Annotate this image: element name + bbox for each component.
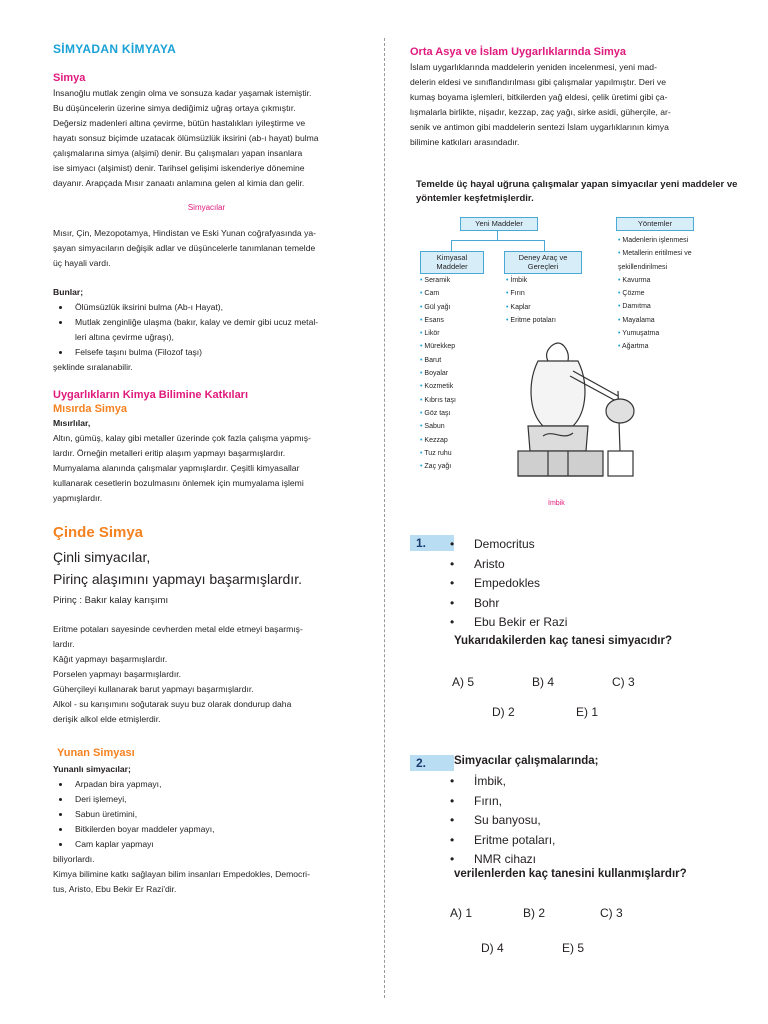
answer-c[interactable]: C) 3 <box>600 906 623 920</box>
list-item: • Mutlak zenginliğe ulaşma (bakır, kalay ve demir gibi ucuz metal- leri altına çevirme uğraşı), <box>71 315 360 345</box>
list-item: • Bohr <box>450 594 567 614</box>
imbik-illustration <box>508 341 648 491</box>
question-1 <box>410 535 740 725</box>
cin-paragraph: Eritme potaları sayesinde cevherden metal elde etmeyi başarmış- lardır. Kâğıt yapmayı başarmışlardır. Porselen yapmayı başarmışlardır. Güherçileyi kullanarak barut yapmayı başarmışlardır. Alkol - su karışımını soğutarak suyu buz olarak dondurup daha derişik alkol elde etmişlerdir. <box>53 624 303 724</box>
simya-diagram <box>416 213 746 513</box>
answer-b[interactable]: B) 2 <box>523 906 546 920</box>
right-column <box>410 38 735 150</box>
yunan-last: Kimya bilimine katkı sağlayan bilim insanları Empedokles, Democri- tus, Aristo, Ebu Bekir Er Razi'dir. <box>53 869 310 894</box>
question-1-text: Yukarıdakilerden kaç tanesi simyacıdır? <box>454 635 672 647</box>
question-2-options <box>450 772 555 870</box>
list-item: • Arpadan bira yapmayı, <box>71 777 360 792</box>
connector-line <box>451 240 452 251</box>
cin-subtitle: Çinli simyacılar, <box>53 549 151 565</box>
cin-note: Pirinç : Bakır kalay karışımı <box>53 595 169 606</box>
column-divider <box>384 38 385 998</box>
misir-heading: Mısırda Simya <box>53 403 127 415</box>
cin-subtitle-2: Pirinç alaşımını yapmayı başarmışlardır. <box>53 571 302 587</box>
answer-b[interactable]: B) 4 <box>532 675 555 689</box>
simyacilar-paragraph: Mısır, Çin, Mezopotamya, Hindistan ve Eski Yunan coğrafyasında ya- şayan simyacıların değişik adlar ve düşüncelerle tanımlanan temelde üç hayali vardı. <box>53 228 317 268</box>
left-column <box>53 38 360 897</box>
question-2-text: verilenlerden kaç tanesini kullanmışlardır? <box>454 868 687 880</box>
list-item: • Ebu Bekir er Razi <box>450 613 567 633</box>
cin-title: Çinde Simya <box>53 524 144 541</box>
answer-a[interactable]: A) 5 <box>452 675 475 689</box>
main-title: SİMYADAN KİMYAYA <box>53 42 177 56</box>
misir-paragraph: Altın, gümüş, kalay gibi metaller üzerinde çok fazla çalışma yapmış- lardır. Örneğin metalleri eritip alaşım yapmayı başarmışlardır. Mumyalama alanında çalışmalar yapmışlardır. Çeşitli kimyasallar kullanarak cesetlerin bozulmasını önlemek için mumyalama işlemi yapmışlardır. <box>53 433 311 503</box>
simyacilar-heading: Simyacılar <box>187 203 226 212</box>
question-1-options <box>450 535 567 633</box>
answer-c[interactable]: C) 3 <box>612 675 635 689</box>
list-item: • Ölümsüzlük iksirini bulma (Ab-ı Hayat), <box>71 300 360 315</box>
simya-heading: Simya <box>53 72 86 84</box>
list-item: • Empedokles <box>450 574 567 594</box>
uygarlik-heading: Uygarlıkların Kimya Bilimine Katkıları <box>53 389 249 401</box>
kimyasal-maddeler-box: Kimyasal Maddeler <box>420 251 484 274</box>
list-item: • Aristo <box>450 555 567 575</box>
question-2-stem: Simyacılar çalışmalarında; <box>454 755 599 767</box>
yontemler-box: Yöntemler <box>616 217 694 231</box>
connector-line <box>544 240 545 251</box>
answer-e[interactable]: E) 5 <box>562 941 585 955</box>
list-item: • Bitkilerden boyar maddeler yapmayı, <box>71 822 360 837</box>
list-item: • Democritus <box>450 535 567 555</box>
answer-d[interactable]: D) 2 <box>492 705 515 719</box>
deney-arac-box: Deney Araç ve Gereçleri <box>504 251 582 274</box>
question-number: 1. <box>410 535 454 551</box>
list-item: • Su banyosu, <box>450 811 555 831</box>
orta-paragraph: İslam uygarlıklarında maddelerin yeniden incelenmesi, yeni mad- delerin eldesi ve sınıflandırılması gibi çalışmalar yapılmıştır. Deri ve kumaş boyama işlemleri, bitkilerden yağ eldesi, çelik üretimi gibi ça- lışmalarla birlikte, nişadır, kezzap, zaç yağı, sirke asidi, güherçile, ar- senik ve antimon gibi maddelerin sentezi İslam uygarlıklarının kimya bilimine katkıları arasındadır. <box>410 62 671 147</box>
diagram-title: Temelde üç hayal uğruna çalışmalar yapan simyacılar yeni maddeler ve yöntemler keşfetmişlerdir. <box>416 179 738 204</box>
yontem-list: • Madenlerin işlenmesi • Metallerin eritilmesi ve şekillendirilmesi • Kavurma • Çözme • Damıtma • Mayalama • Yumuşatma • Ağartma <box>618 234 718 354</box>
misirlilar-label: Mısırlılar, <box>53 418 91 428</box>
yeni-maddeler-box: Yeni Maddeler <box>460 217 538 231</box>
list-item: • Deri işlemeyi, <box>71 792 360 807</box>
orta-heading: Orta Asya ve İslam Uygarlıklarında Simya <box>410 46 627 58</box>
answer-a[interactable]: A) 1 <box>450 906 473 920</box>
yunan-list <box>53 777 360 852</box>
bunlar-label: Bunlar; <box>53 287 84 297</box>
list-item: • İmbik, <box>450 772 555 792</box>
list-item: • Sabun üretimini, <box>71 807 360 822</box>
connector-line <box>497 230 498 240</box>
bunlar-end: şeklinde sıralanabilir. <box>53 362 133 372</box>
list-item: • Cam kaplar yapmayı <box>71 837 360 852</box>
imbik-caption: İmbik <box>548 500 565 507</box>
bunlar-list <box>53 300 360 360</box>
question-number: 2. <box>410 755 454 771</box>
answer-d[interactable]: D) 4 <box>481 941 504 955</box>
yunanli-label: Yunanlı simyacılar; <box>53 764 131 774</box>
connector-line <box>451 240 544 241</box>
answer-e[interactable]: E) 1 <box>576 705 599 719</box>
list-item: • Felsefe taşını bulma (Filozof taşı) <box>71 345 360 360</box>
yunan-heading: Yunan Simyası <box>57 747 135 759</box>
yunan-end: biliyorlardı. <box>53 854 95 864</box>
list-item: • Fırın, <box>450 792 555 812</box>
kimyasal-list: • Seramik • Cam • Gül yağı • Esans • Likör • Mürekkep • Barut • Boyalar • Kozmetik • Kıbrıs taşı • Göz taşı • Sabun • Kezzap • Tuz ruhu • Zaç yağı <box>420 274 456 473</box>
question-2 <box>410 755 740 965</box>
simya-paragraph: İnsanoğlu mutlak zengin olma ve sonsuza kadar yaşamak istemiştir. Bu düşüncelerin üzerine simya dediğimiz uğraş ortaya çıkmıştır. Değersiz madenleri altına çevirme, bütün hastalıkları iyileştirme ve hayatı sonsuz biçimde uzatacak ölümsüzlük iksirini (ab-ı hayat) bulma çalışmalarına simya (alşimi) denir. Bu çalışmaları yapan insanlara ise simyacı (alşimist) denir. Tarihsel gelişimi iskenderiye dönemine dayanır. Arapçada Mısır zanaatı anlamına gelen al kimia dan gelir. <box>53 88 319 188</box>
list-item: • NMR cihazı <box>450 850 555 870</box>
list-item: • Eritme potaları, <box>450 831 555 851</box>
deney-list: • İmbik • Fırın • Kaplar • Eritme potaları <box>506 274 556 327</box>
